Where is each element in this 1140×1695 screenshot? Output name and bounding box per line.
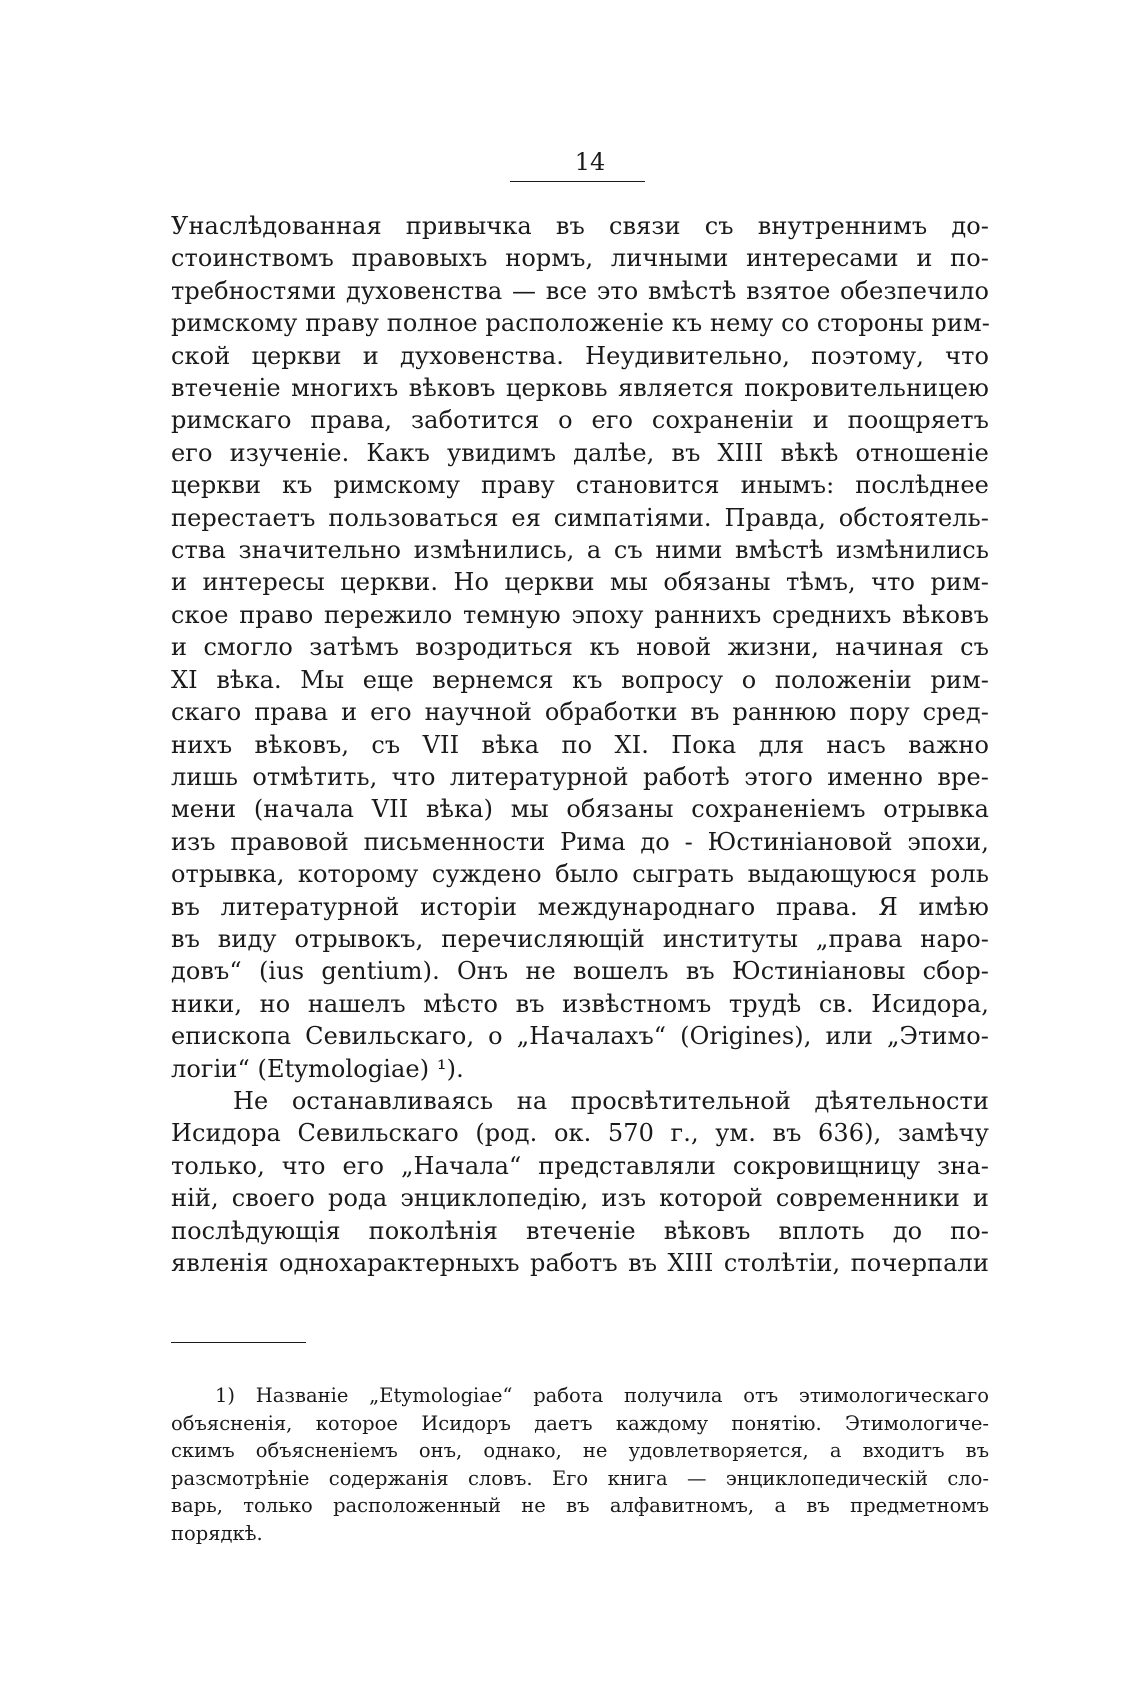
footnote-line: разсмотрѣніе содержанія словъ. Его книга — энциклопедическій сло- bbox=[171, 1466, 989, 1490]
body-line: Не останавливаясь на просвѣтительной дѣятельности bbox=[233, 1086, 989, 1115]
body-line: ники, но нашелъ мѣсто въ извѣстномъ трудѣ св. Исидора, bbox=[171, 989, 989, 1018]
footnote-line: объясненія, которое Исидоръ даетъ каждому понятію. Этимологиче- bbox=[171, 1411, 989, 1435]
body-line: его изученіе. Какъ увидимъ далѣе, въ XIII вѣкѣ отношеніе bbox=[171, 438, 989, 467]
body-line: изъ правовой письменности Рима до - Юстиніановой эпохи, bbox=[171, 827, 989, 856]
footnote-line: 1) Названіе „Etymologiae“ работа получила отъ этимологическаго bbox=[215, 1384, 989, 1407]
body-line: римскому праву полное расположеніе къ нему со стороны рим- bbox=[171, 309, 990, 338]
footnote-line: скимъ объясненіемъ онъ, однако, не удовлетворяется, а входитъ въ bbox=[171, 1439, 989, 1463]
body-line: ское право пережило темную эпоху раннихъ среднихъ вѣковъ bbox=[171, 600, 989, 629]
body-line: XI вѣка. Мы еще вернемся къ вопросу о положеніи рим- bbox=[171, 665, 989, 694]
body-line: и интересы церкви. Но церкви мы обязаны тѣмъ, что рим- bbox=[171, 568, 989, 597]
body-line: логіи“ (Etymologiae) ¹). bbox=[171, 1054, 464, 1083]
body-line: довъ“ (ius gentium). Онъ не вошелъ въ Юстиніановы сбор- bbox=[171, 957, 989, 986]
body-line: въ литературной исторіи международнаго права. Я имѣю bbox=[171, 892, 989, 921]
body-line: лишь отмѣтить, что литературной работѣ этого именно вре- bbox=[171, 762, 989, 791]
body-line: стоинствомъ правовыхъ нормъ, личными интересами и по- bbox=[171, 244, 989, 273]
footnote-line: порядкѣ. bbox=[171, 1521, 263, 1545]
body-line: явленія однохарактерныхъ работъ въ XIII столѣтіи, почерпали bbox=[171, 1249, 989, 1277]
page-number: 14 bbox=[574, 148, 606, 176]
body-line: въ виду отрывокъ, перечисляющій институты „права наро- bbox=[171, 924, 989, 953]
body-line: перестаетъ пользоваться ея симпатіями. Правда, обстоятель- bbox=[171, 503, 989, 532]
body-line: церкви къ римскому праву становится инымъ: послѣднее bbox=[171, 471, 989, 500]
body-line: мени (начала VII вѣка) мы обязаны сохраненіемъ отрывка bbox=[171, 795, 989, 824]
page-number-rule bbox=[510, 181, 645, 182]
body-line: ній, своего рода энциклопедію, изъ которой современники и bbox=[171, 1184, 989, 1213]
body-line: Унаслѣдованная привычка въ связи съ внутреннимъ до- bbox=[171, 212, 989, 240]
body-line: ства значительно измѣнились, а съ ними вмѣстѣ измѣнились bbox=[171, 536, 989, 565]
body-line: нихъ вѣковъ, съ VII вѣка по XI. Пока для насъ важно bbox=[171, 730, 989, 759]
body-line: епископа Севильскаго, о „Началахъ“ (Origines), или „Этимо- bbox=[171, 1022, 989, 1051]
footnote-line: варь, только расположенный не въ алфавитномъ, а въ предметномъ bbox=[171, 1494, 989, 1518]
body-line: Исидора Севильскаго (род. ок. 570 г., ум. въ 636), замѣчу bbox=[171, 1119, 989, 1148]
body-line: втеченіе многихъ вѣковъ церковь является покровительницею bbox=[171, 374, 989, 403]
body-line: ской церкви и духовенства. Неудивительно, поэтому, что bbox=[171, 341, 989, 370]
body-line: послѣдующія поколѣнія втеченіе вѣковъ вплоть до по- bbox=[171, 1216, 989, 1245]
footnote-separator bbox=[171, 1342, 306, 1343]
body-line: только, что его „Начала“ представляли сокровищницу зна- bbox=[171, 1151, 989, 1180]
body-line: требностями духовенства — все это вмѣстѣ взятое обезпечило bbox=[171, 276, 989, 305]
body-line: скаго права и его научной обработки въ раннюю пору сред- bbox=[171, 698, 989, 727]
body-line: и смогло затѣмъ возродиться къ новой жизни, начиная съ bbox=[171, 633, 989, 662]
body-text bbox=[171, 210, 989, 1279]
footnote bbox=[171, 1382, 989, 1548]
body-line: римскаго права, заботится о его сохраненіи и поощряетъ bbox=[171, 406, 989, 435]
body-line: отрывка, которому суждено было сыграть выдающуюся роль bbox=[171, 860, 989, 889]
